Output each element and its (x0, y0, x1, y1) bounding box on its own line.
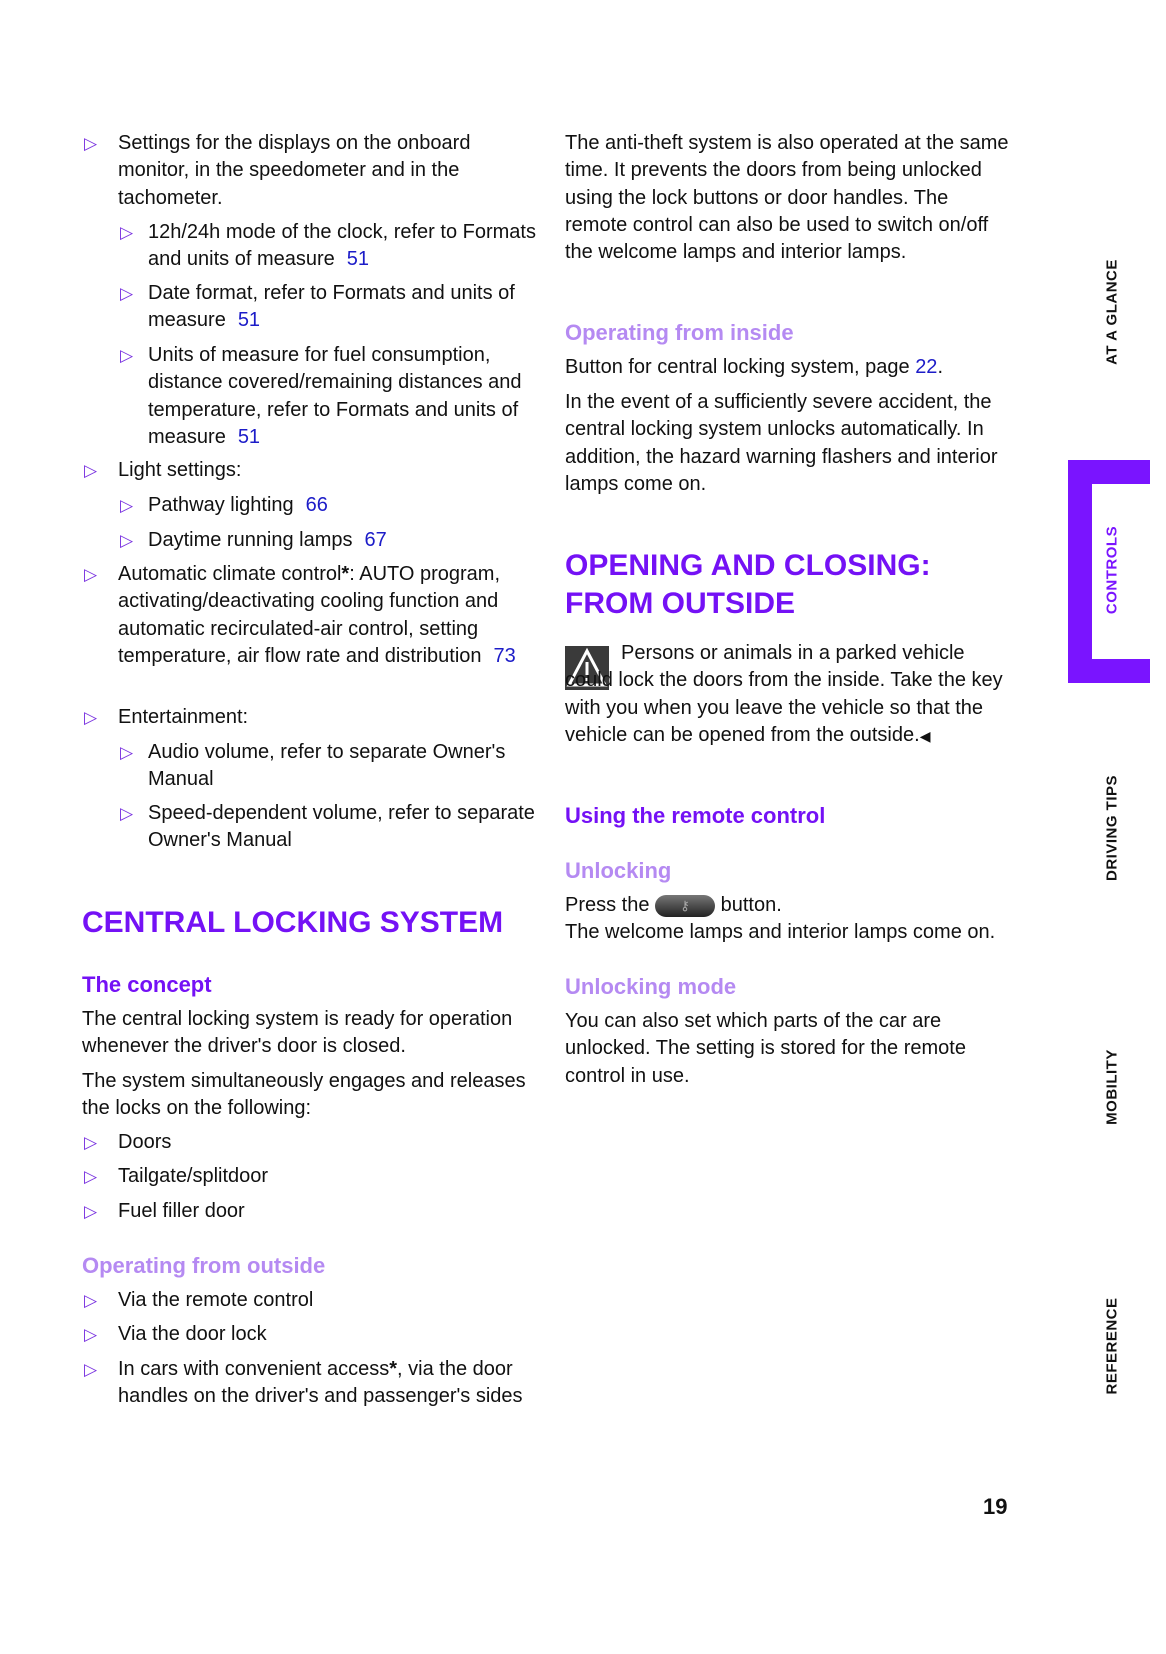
bullet-icon: ▷ (84, 1133, 98, 1152)
bullet-icon: ▷ (120, 496, 134, 515)
bullet-icon: ▷ (84, 565, 98, 584)
list-item: Entertainment: (118, 706, 249, 728)
list-item: Audio volume, refer to separate Owner's Manual (148, 741, 506, 791)
page-link[interactable]: 67 (364, 529, 387, 551)
item-text: 12h/24h mode of the clock, refer to Formats and units of measure (148, 221, 536, 271)
bullet-icon: ▷ (84, 461, 98, 480)
list-item (148, 527, 540, 554)
tab-at-a-glance[interactable]: AT A GLANCE (1103, 259, 1121, 365)
remote-unlock-button-icon: ⚷ (655, 895, 715, 917)
page-link[interactable]: 66 (305, 494, 328, 516)
item-text: Pathway lighting (148, 494, 294, 516)
list-item: Fuel filler door (118, 1200, 245, 1222)
item-text: Automatic climate control (118, 563, 342, 585)
paragraph: In the event of a sufficiently severe accident, the central locking system unlocks automatically. In addition, the hazard warning flashers and interior lamps come on. (565, 391, 998, 495)
list-item (118, 1356, 538, 1411)
page-number: 19 (983, 1494, 1008, 1519)
list-item (118, 561, 538, 670)
subsection-heading: The concept (82, 972, 212, 997)
item-text: : AUTO program, activating/deactivating cooling function and automatic recirculated-air control, setting temperature, air flow rate and distribution (118, 563, 501, 667)
bullet-icon: ▷ (84, 1360, 98, 1379)
optional-equipment-star: * (341, 563, 350, 585)
bullet-icon: ▷ (84, 708, 98, 727)
subsection-heading: Operating from inside (565, 320, 794, 345)
page-link[interactable]: 51 (237, 309, 261, 332)
page-link[interactable]: 51 (346, 248, 370, 271)
end-marker-icon: ◀ (919, 727, 931, 744)
tab-controls[interactable]: CONTROLS (1103, 525, 1121, 615)
tab-driving-tips[interactable]: DRIVING TIPS (1103, 774, 1121, 882)
item-text: Date format, refer to Formats and units of measure (148, 282, 515, 332)
paragraph: The central locking system is ready for operation whenever the driver's door is closed. (82, 1008, 513, 1058)
bullet-icon: ▷ (120, 284, 134, 303)
list-item: Speed-dependent volume, refer to separate Owner's Manual (148, 802, 535, 852)
page-link[interactable]: 22 (915, 356, 938, 378)
list-item: Doors (118, 1131, 172, 1153)
paragraph (565, 892, 1015, 919)
bullet-icon: ▷ (120, 743, 134, 762)
paragraph: You can also set which parts of the car are unlocked. The setting is stored for the remote control in use. (565, 1010, 966, 1087)
tab-reference[interactable]: REFERENCE (1103, 1297, 1121, 1395)
subsection-heading: Unlocking (565, 858, 672, 883)
warning-text (565, 640, 1015, 750)
list-item (148, 342, 540, 451)
text: Press the (565, 894, 650, 916)
bullet-icon: ▷ (120, 804, 134, 823)
bullet-icon: ▷ (120, 223, 134, 242)
bullet-icon: ▷ (120, 346, 134, 365)
section-heading: CENTRAL LOCKING SYSTEM (82, 906, 504, 939)
section-heading: OPENING AND CLOSING: FROM OUTSIDE (565, 549, 931, 620)
page-link[interactable]: 73 (493, 644, 516, 667)
list-item: Via the remote control (118, 1289, 314, 1311)
list-item: Light settings: (118, 459, 242, 481)
text: Button for central locking system, page (565, 356, 916, 378)
tab-mobility[interactable]: MOBILITY (1103, 1049, 1121, 1125)
list-item: Settings for the displays on the onboard monitor, in the speedometer and in the tachometer. (118, 132, 471, 209)
optional-equipment-star: * (389, 1358, 398, 1380)
bullet-icon: ▷ (84, 134, 98, 153)
paragraph: The anti-theft system is also operated at the same time. It prevents the doors from being unlocked using the lock buttons or door handles. The remote control can also be used to switch on/off the welcome lamps and interior lamps. (565, 132, 1009, 264)
list-item: Tailgate/splitdoor (118, 1165, 269, 1187)
bullet-icon: ▷ (120, 531, 134, 550)
item-text: , via the door handles on the driver's and passenger's sides (118, 1358, 523, 1408)
paragraph (565, 354, 1015, 381)
bullet-icon: ▷ (84, 1167, 98, 1186)
paragraph: The welcome lamps and interior lamps come on. (565, 921, 996, 943)
subsection-heading: Operating from outside (82, 1253, 326, 1278)
item-text: Daytime running lamps (148, 529, 353, 551)
paragraph: The system simultaneously engages and releases the locks on the following: (82, 1070, 526, 1120)
text: . (937, 356, 943, 378)
subsection-heading: Using the remote control (565, 803, 826, 828)
bullet-icon: ▷ (84, 1202, 98, 1221)
bullet-icon: ▷ (84, 1291, 98, 1310)
text: Persons or animals in a parked vehicle could lock the doors from the inside. Take the key with you when you leave the vehicle so that the vehicle can be opened from the outside. (565, 642, 1003, 746)
subsection-heading: Unlocking mode (565, 974, 737, 999)
text: button. (720, 894, 782, 916)
list-item (148, 219, 540, 274)
bullet-icon: ▷ (84, 1325, 98, 1344)
item-text: In cars with convenient access (118, 1358, 390, 1380)
list-item (148, 280, 540, 335)
list-item: Via the door lock (118, 1323, 267, 1345)
page-link[interactable]: 51 (237, 425, 261, 448)
item-text: Units of measure for fuel consumption, distance covered/remaining distances and temperature, refer to Formats and units of measure (148, 344, 522, 448)
list-item (148, 492, 540, 519)
